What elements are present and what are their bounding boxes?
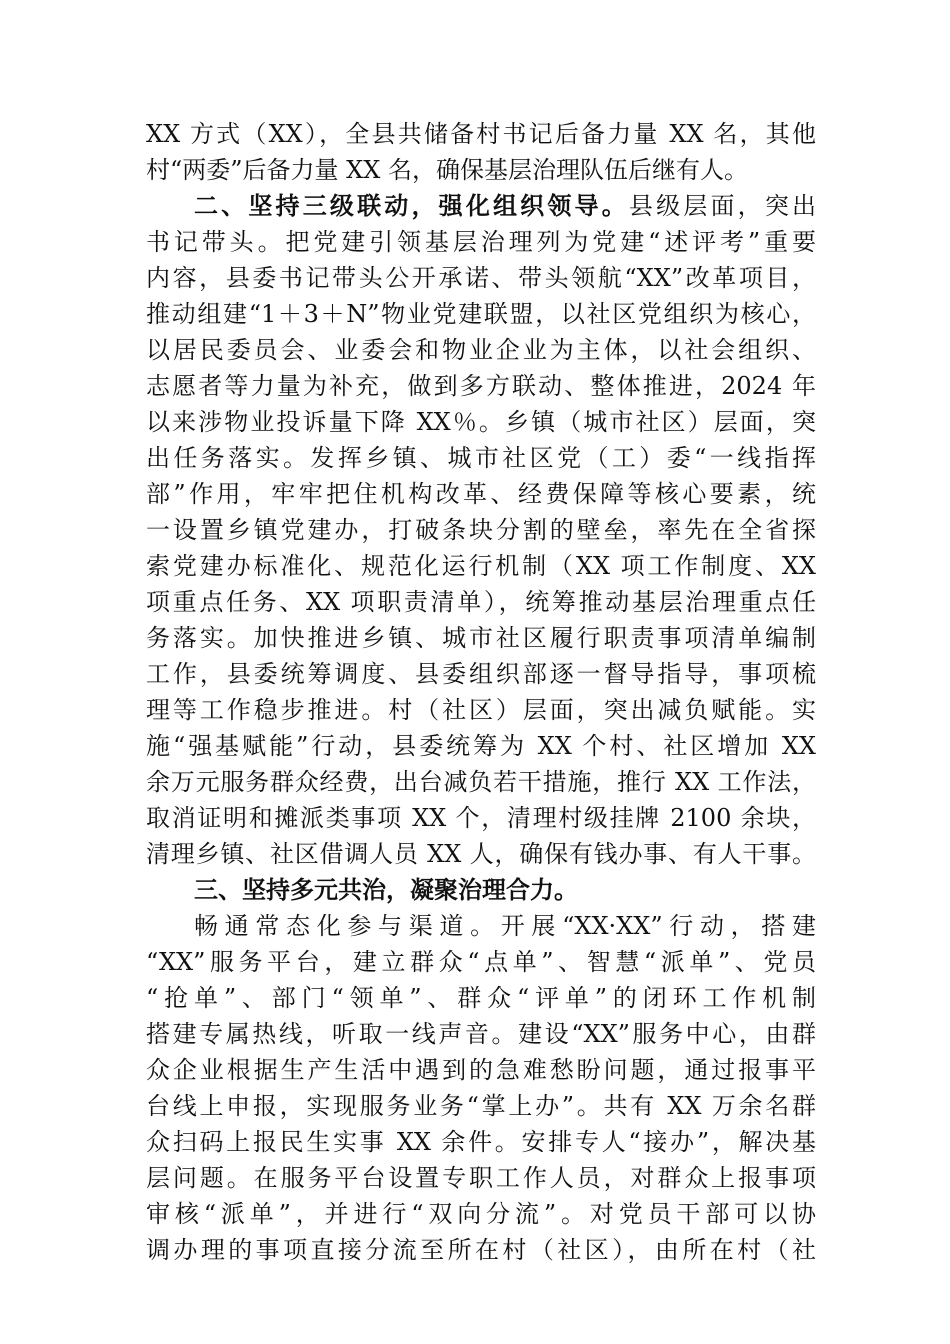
line-text: 清理乡镇、社区借调人员 XX 人，确保有钱办事、有人干事。 — [146, 840, 816, 868]
text-line — [146, 296, 816, 332]
line-text: 工作，县委统筹调度、县委组织部逐一督导指导，事项梳 — [146, 660, 816, 688]
line-text: 村“两委”后备力量 XX 名，确保基层治理队伍后继有人。 — [146, 156, 748, 184]
line-text: “XX”服务平台，建立群众“点单”、智慧“派单”、党员 — [146, 948, 816, 976]
text-line — [146, 404, 816, 440]
text-line — [146, 1196, 816, 1232]
line-text: XX 方式（XX），全县共储备村书记后备力量 XX 名，其他 — [146, 120, 816, 148]
line-text: 一设置乡镇党建办，打破条块分割的壁垒，率先在全省探 — [146, 516, 816, 544]
line-text: 志愿者等力量为补充，做到多方联动、整体推进，2024 年 — [146, 372, 816, 400]
line-text: 务落实。加快推进乡镇、城市社区履行职责事项清单编制 — [146, 624, 816, 652]
line-text: 审核“派单”，并进行“双向分流”。对党员干部可以协 — [146, 1200, 816, 1228]
text-line — [146, 1160, 816, 1196]
text-line — [146, 260, 816, 296]
text-line — [146, 1124, 816, 1160]
text-line — [146, 188, 816, 224]
text-line — [146, 476, 816, 512]
text-line — [146, 512, 816, 548]
line-text: 调办理的事项直接分流至所在村（社区），由所在村（社 — [146, 1236, 816, 1264]
text-line — [146, 872, 816, 908]
line-text: 台线上申报，实现服务业务“掌上办”。共有 XX 万余名群 — [146, 1092, 816, 1120]
line-text: 畅通常态化参与渠道。开展“XX·XX”行动，搭建 — [194, 912, 816, 940]
text-line — [146, 1016, 816, 1052]
line-text: 层问题。在服务平台设置专职工作人员，对群众上报事项 — [146, 1164, 816, 1192]
line-text: 内容，县委书记带头公开承诺、带头领航“XX”改革项目， — [146, 264, 816, 292]
document-body — [146, 116, 816, 1268]
text-line — [146, 1232, 816, 1268]
line-text: 理等工作稳步推进。村（社区）层面，突出减负赋能。实 — [146, 696, 816, 724]
line-text: 取消证明和摊派类事项 XX 个，清理村级挂牌 2100 余块， — [146, 804, 816, 832]
text-line — [146, 908, 816, 944]
text-line — [146, 692, 816, 728]
section-heading: 二、坚持三级联动，强化组织领导。 — [194, 191, 629, 220]
section-heading: 三、坚持多元共治，凝聚治理合力。 — [194, 875, 578, 904]
text-line — [146, 1052, 816, 1088]
text-line — [146, 800, 816, 836]
line-text: “抢单”、部门“领单”、群众“评单”的闭环工作机制 — [146, 984, 816, 1012]
line-text: 余万元服务群众经费，出台减负若干措施，推行 XX 工作法， — [146, 768, 816, 796]
line-text: 以居民委员会、业委会和物业企业为主体，以社会组织、 — [146, 336, 816, 364]
line-text: 书记带头。把党建引领基层治理列为党建“述评考”重要 — [146, 228, 816, 256]
text-line — [146, 1088, 816, 1124]
text-line — [146, 548, 816, 584]
line-text: 众扫码上报民生实事 XX 余件。安排专人“接办”，解决基 — [146, 1128, 816, 1156]
line-text: 施“强基赋能”行动，县委统筹为 XX 个村、社区增加 XX — [146, 732, 816, 760]
line-text: 项重点任务、XX 项职责清单），统筹推动基层治理重点任 — [146, 588, 816, 616]
text-line — [146, 944, 816, 980]
text-line — [146, 980, 816, 1016]
line-text: 部”作用，牢牢把住机构改革、经费保障等核心要素，统 — [146, 480, 816, 508]
text-line — [146, 224, 816, 260]
text-line — [146, 764, 816, 800]
text-line — [146, 620, 816, 656]
text-line — [146, 584, 816, 620]
text-line — [146, 656, 816, 692]
line-text: 以来涉物业投诉量下降 XX％。乡镇（城市社区）层面，突 — [146, 408, 816, 436]
line-text: 出任务落实。发挥乡镇、城市社区党（工）委“一线指挥 — [146, 444, 816, 472]
line-text: 索党建办标准化、规范化运行机制（XX 项工作制度、XX — [146, 552, 816, 580]
text-line — [146, 440, 816, 476]
line-text: 众企业根据生产生活中遇到的急难愁盼问题，通过报事平 — [146, 1056, 816, 1084]
line-text: 县级层面，突出 — [628, 192, 817, 220]
text-line — [146, 116, 816, 152]
text-line — [146, 368, 816, 404]
line-text: 搭建专属热线，听取一线声音。建设“XX”服务中心，由群 — [146, 1020, 816, 1048]
line-text: 推动组建“1＋3＋N”物业党建联盟，以社区党组织为核心， — [146, 300, 816, 328]
text-line — [146, 332, 816, 368]
text-line — [146, 728, 816, 764]
text-line — [146, 836, 816, 872]
text-line — [146, 152, 816, 188]
